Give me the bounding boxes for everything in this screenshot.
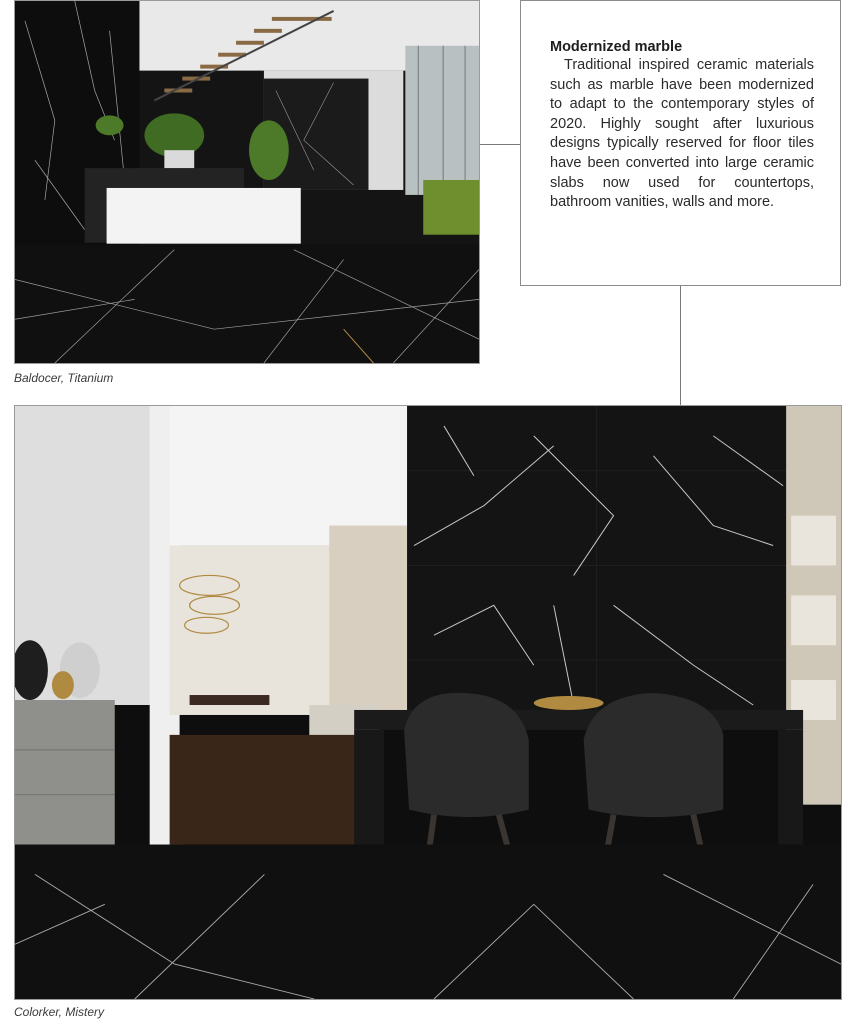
dining-illustration [15,406,841,999]
image-caption-top: Baldocer, Titanium [14,371,114,385]
photo-black-marble-lobby [14,0,480,364]
article-text-box [520,0,841,286]
image-caption-bottom: Colorker, Mistery [14,1005,105,1019]
article-body: Traditional inspired ceramic materials such as marble have been modernized to adapt to the contemporary styles of 2020. Highly sought after luxurious designs typically reserved for floor tiles have been converted into large ceramic slabs now used for countertops, bathroom vanities, walls and more. [550,57,814,211]
photo-black-marble-dining [14,405,842,1000]
article-title: Modernized marble [550,39,683,55]
connector-line-vertical [680,286,681,405]
lobby-illustration [15,1,479,363]
connector-line-horizontal [480,144,520,145]
